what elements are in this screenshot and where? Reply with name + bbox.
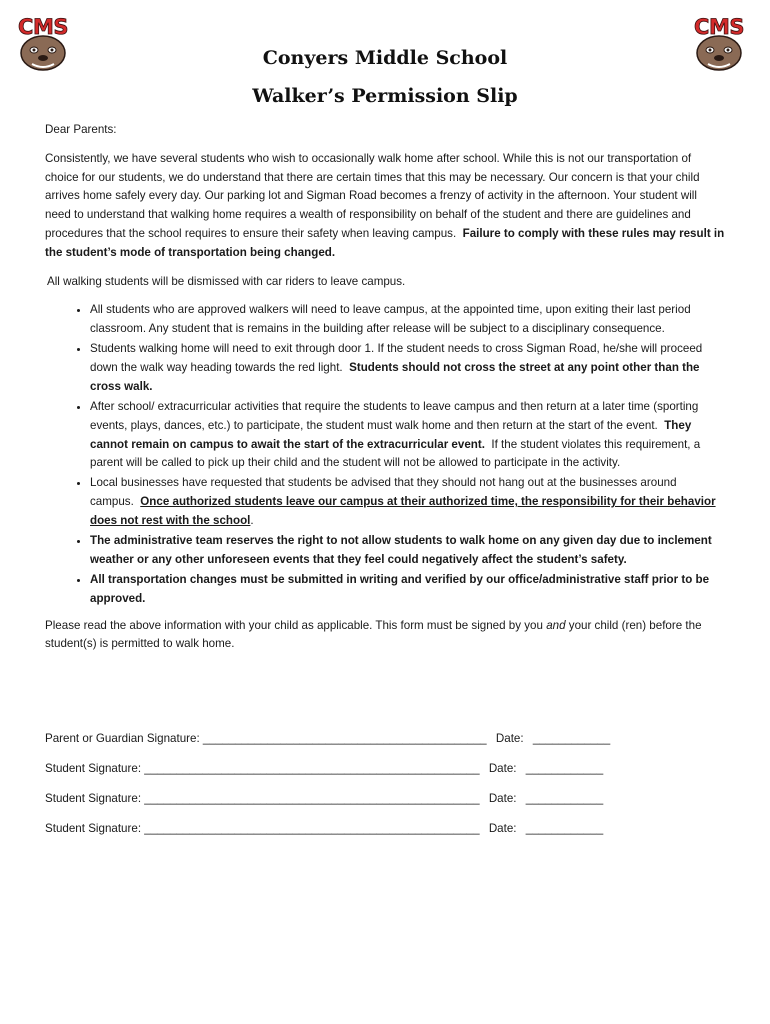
dismissal-note: All walking students will be dismissed with car riders to leave campus. — [47, 274, 406, 288]
closing-text: Please read the above information with your child as applicable. This form must be signed by you — [45, 618, 543, 632]
student-date-field[interactable]: ____________ — [525, 792, 604, 805]
rule-emphasis: They cannot remain on campus to await the start of the extracurricular event. — [90, 418, 692, 451]
rule-text-after: If the student violates this requirement, a parent will be called to pick up their child and the student will not be allowed to participate in the activity. — [90, 437, 701, 470]
rule-emphasis: All transportation changes must be submitted in writing and verified by our office/administrative staff prior to be approved. — [90, 573, 710, 605]
logo-text: CMS — [694, 15, 744, 39]
rule-emphasis: The administrative team reserves the right to not allow students to walk home on any given day due to inclement weather or any other unforeseen events that they feel could negatively affect the student’s safety. — [90, 534, 712, 566]
rule-text: All students who are approved walkers will need to leave campus, at the appointed time, upon exiting their last period classroom. Any student that is remains in the building after release will be subject to a disciplinary consequence. — [90, 303, 691, 336]
rule-emphasis: Once authorized students leave our campus at their authorized time, the responsibility for their behavior does not rest with the school — [90, 495, 716, 528]
signature-label: Student Signature: — [45, 792, 142, 805]
signature-section — [45, 732, 735, 852]
date-label: Date: — [488, 792, 517, 805]
page-subtitle: Walker’s Permission Slip — [252, 85, 518, 107]
rule-text: Students walking home will need to exit through door 1. If the student needs to cross Sigman Road, he/she will proceed down the walk way heading towards the red light. — [90, 342, 703, 375]
date-label: Date: — [495, 732, 524, 745]
rule-item — [90, 301, 725, 339]
signature-row-student — [45, 822, 735, 852]
parent-date-field[interactable]: ____________ — [532, 732, 611, 745]
date-label: Date: — [488, 762, 517, 775]
closing-emphasis: and — [546, 618, 566, 632]
rule-item: • Local businesses have requested that students be advised that they should not hang out at the businesses around campus. Once authorized students leave our campus at their authorized time, the responsibility for their behavior does not rest with the school. — [90, 474, 725, 530]
rule-emphasis: Students should not cross the street at any point other than the cross walk. — [90, 361, 700, 393]
closing-text-after: your child (ren) before the student(s) is permitted to walk home. — [45, 618, 702, 651]
student-date-field[interactable]: ____________ — [525, 762, 604, 775]
closing-paragraph — [45, 617, 725, 655]
signature-label: Parent or Guardian Signature: — [45, 732, 200, 745]
intro-text: Consistently, we have several students who wish to occasionally walk home after school. While this is not our transportation of choice for our students, we do understand that there are certain times that this may be necessary. Our concern is that your child arrives home safely every day. Our parking lot and Sigman Road becomes a frenzy of activity in the afternoon. Your student will need to understand that walking home requires a wealth of responsibility on behalf of the student and there are guidelines and procedures that the school requires to ensure their safety when leaving campus. — [45, 151, 700, 240]
intro-paragraph — [45, 150, 725, 263]
date-label: Date: — [488, 822, 517, 835]
rule-text: Local businesses have requested that students be advised that they should not hang out at the businesses around campus. — [90, 476, 677, 509]
page-title: Conyers Middle School — [262, 47, 508, 69]
rules-list — [45, 301, 725, 608]
letter-body — [45, 121, 725, 654]
signature-row-parent — [45, 732, 735, 762]
student-signature-field[interactable]: ____________________________________________________ — [144, 792, 480, 805]
signature-row-student — [45, 762, 735, 792]
greeting: Dear Parents: — [45, 123, 117, 136]
signature-row-student — [45, 792, 735, 822]
rule-item — [90, 398, 725, 473]
signature-label: Student Signature: — [45, 822, 142, 835]
rule-item — [90, 340, 725, 396]
rule-item — [90, 532, 725, 570]
logo-text: CMS — [18, 15, 68, 39]
parent-signature-field[interactable]: ____________________________________________ — [202, 732, 487, 745]
student-date-field[interactable]: ____________ — [525, 822, 604, 835]
student-signature-field[interactable]: ____________________________________________________ — [144, 762, 480, 775]
rule-text: After school/ extracurricular activities that require the students to leave campus and then return at a later time (sporting events, plays, dances, etc.) to participate, the student must walk home and then return at the start of the event. — [90, 399, 699, 432]
signature-label: Student Signature: — [45, 762, 142, 775]
student-signature-field[interactable]: ____________________________________________________ — [144, 822, 480, 835]
rule-item — [90, 571, 725, 609]
intro-warning: Failure to comply with these rules may result in the student’s mode of transportation being changed. — [45, 226, 725, 259]
